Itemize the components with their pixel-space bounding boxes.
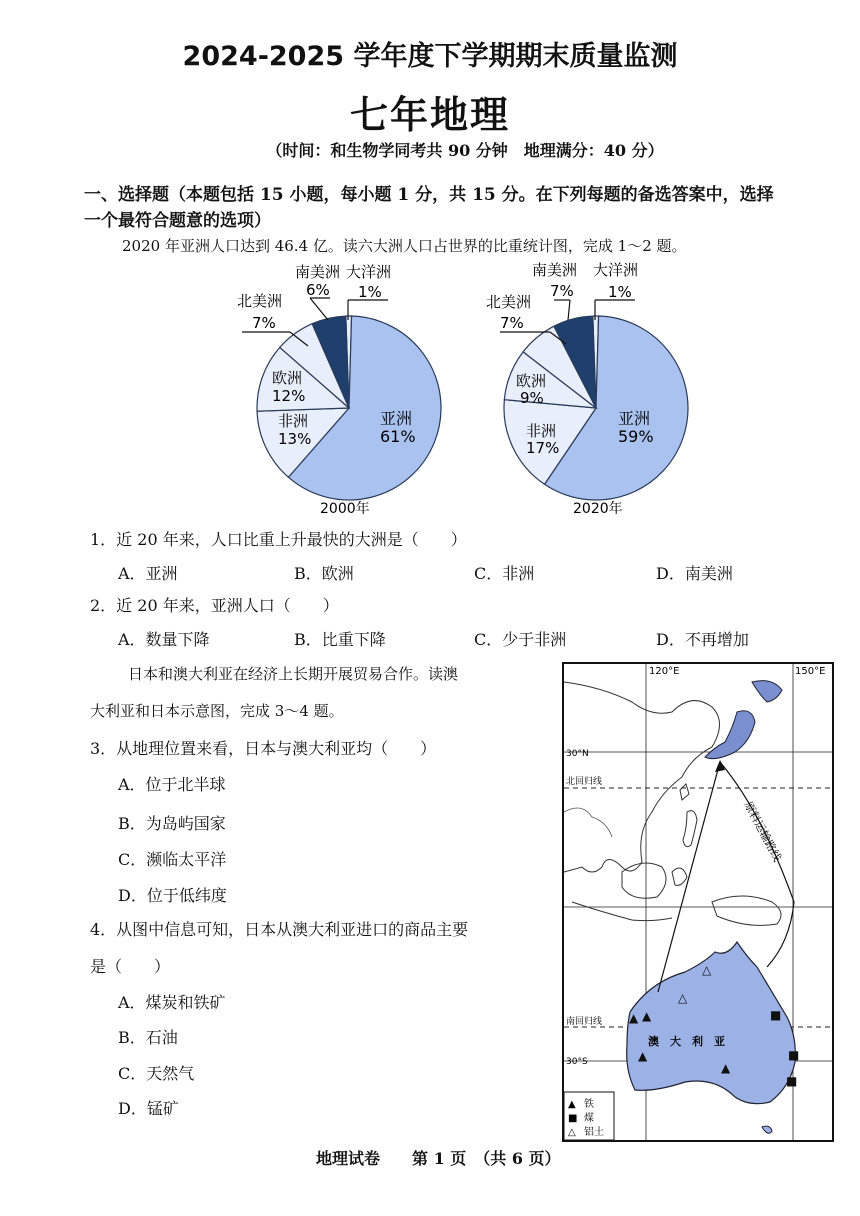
pie-chart-2020 [470,258,740,520]
question-2-option-d[interactable]: D．不再增加 [656,630,749,649]
question-2-option-a[interactable]: A．数量下降 [118,630,210,649]
pie2-pct-asia: 59% [618,427,654,446]
legend-coal-label: 煤 [584,1113,594,1124]
question-3-stem: 3．从地理位置来看，日本与澳大利亚均（ ） [90,739,437,758]
svg-text:△: △ [678,991,688,1005]
pie1-pct-europe: 12% [272,387,306,405]
question-4-option-d[interactable]: D．锰矿 [118,1099,179,1118]
pie2-label-namerica: 北美洲 [486,293,532,311]
question-1-option-b[interactable]: B．欧洲 [294,564,354,583]
map-lon-150e: 150°E [795,666,826,677]
pie1-label-asia: 亚洲 [380,409,413,428]
section-heading: 一、选择题（本题包括 15 小题，每小题 1 分，共 15 分。在下列每题的备选答案中，选择 [84,185,774,205]
svg-text:■: ■ [788,1048,800,1062]
pie-chart-2000 [200,258,470,520]
pie2-pct-africa: 17% [526,439,560,457]
map-tropic-south: 南回归线 [566,1017,603,1027]
question-2-option-c[interactable]: C．少于非洲 [474,630,567,649]
pie1-pct-namerica: 7% [252,314,276,332]
pie1-pct-samerica: 6% [306,281,330,299]
question-4-stem-cont: 是（ ） [90,957,171,976]
question-1-stem: 1．近 20 年来，人口比重上升最快的大洲是（ ） [90,530,467,549]
question-3-option-d[interactable]: D．位于低纬度 [118,886,227,905]
pie2-label-europe: 欧洲 [516,372,547,390]
legend-coal-symbol: ■ [568,1113,578,1124]
section-heading-cont: 一个最符合题意的选项） [84,211,271,231]
pie1-label-oceania: 大洋洲 [346,263,392,281]
svg-text:▲: ▲ [721,1061,731,1075]
svg-text:▲: ▲ [638,1049,648,1063]
pie1-label-namerica: 北美洲 [237,292,283,310]
pie1-pct-africa: 13% [278,430,312,448]
question-4-option-b[interactable]: B．石油 [118,1028,178,1047]
intro-q3-4-cont: 大利亚和日本示意图，完成 3～4 题。 [90,702,344,720]
svg-text:■: ■ [786,1074,798,1088]
map-lon-120e: 120°E [649,666,680,677]
question-2-option-b[interactable]: B．比重下降 [294,630,386,649]
svg-text:■: ■ [770,1008,782,1022]
intro-q3-4: 日本和澳大利亚在经济上长期开展贸易合作。读澳 [128,665,459,683]
legend-iron-label: 铁 [584,1099,594,1110]
map-lat-30n: 30°N [566,749,589,759]
map-route-label: 原料运输路线 [741,799,784,864]
svg-text:△: △ [702,963,712,977]
question-2-stem: 2．近 20 年来，亚洲人口（ ） [90,596,339,615]
pie2-year: 2020年 [573,501,623,517]
pie1-pct-asia: 61% [380,427,416,446]
question-4-option-a[interactable]: A．煤炭和铁矿 [118,993,226,1012]
pie2-pct-samerica: 7% [550,282,574,300]
map-lat-30s: 30°S [566,1057,588,1067]
map-tropic-north: 北回归线 [566,777,603,787]
question-3-option-a[interactable]: A．位于北半球 [118,775,226,794]
page-footer: 地理试卷 第 1 页 （共 6 页） [316,1149,561,1168]
pie1-label-samerica: 南美洲 [295,263,341,281]
legend-bauxite-label: 铝土 [584,1127,604,1138]
pie2-pct-europe: 9% [520,389,544,407]
pie1-year: 2000年 [320,501,370,517]
pie1-label-europe: 欧洲 [272,369,303,387]
pie2-label-oceania: 大洋洲 [593,261,639,279]
exam-info: （时间：和生物学同考共 90 分钟 地理满分：40 分） [266,141,664,160]
question-1-option-a[interactable]: A．亚洲 [118,564,178,583]
australia-japan-map [562,662,834,1142]
question-1-option-c[interactable]: C．非洲 [474,564,535,583]
pie2-label-africa: 非洲 [526,422,557,440]
pie2-pct-namerica: 7% [500,314,524,332]
svg-text:▲: ▲ [642,1009,652,1023]
pie1-label-africa: 非洲 [278,412,309,430]
question-3-option-c[interactable]: C．濒临太平洋 [118,850,227,869]
pie2-label-samerica: 南美洲 [532,261,578,279]
exam-title: 2024-2025 学年度下学期期末质量监测 [182,41,678,72]
exam-subtitle: 七年地理 [349,93,510,137]
pie2-pct-oceania: 1% [608,283,632,301]
question-4-stem: 4．从图中信息可知，日本从澳大利亚进口的商品主要 [90,920,469,939]
pie1-pct-oceania: 1% [358,283,382,301]
svg-text:▲: ▲ [629,1011,639,1025]
map-label-australia: 澳 大 利 亚 [648,1035,725,1048]
question-1-option-d[interactable]: D．南美洲 [656,564,733,583]
question-3-option-b[interactable]: B．为岛屿国家 [118,814,226,833]
pie2-label-asia: 亚洲 [618,409,651,428]
legend-bauxite-symbol: △ [568,1127,576,1138]
question-4-option-c[interactable]: C．天然气 [118,1064,195,1083]
intro-q1-2: 2020 年亚洲人口达到 46.4 亿。读六大洲人口占世界的比重统计图，完成 1～2 题。 [122,237,687,255]
legend-iron-symbol: ▲ [568,1099,576,1110]
